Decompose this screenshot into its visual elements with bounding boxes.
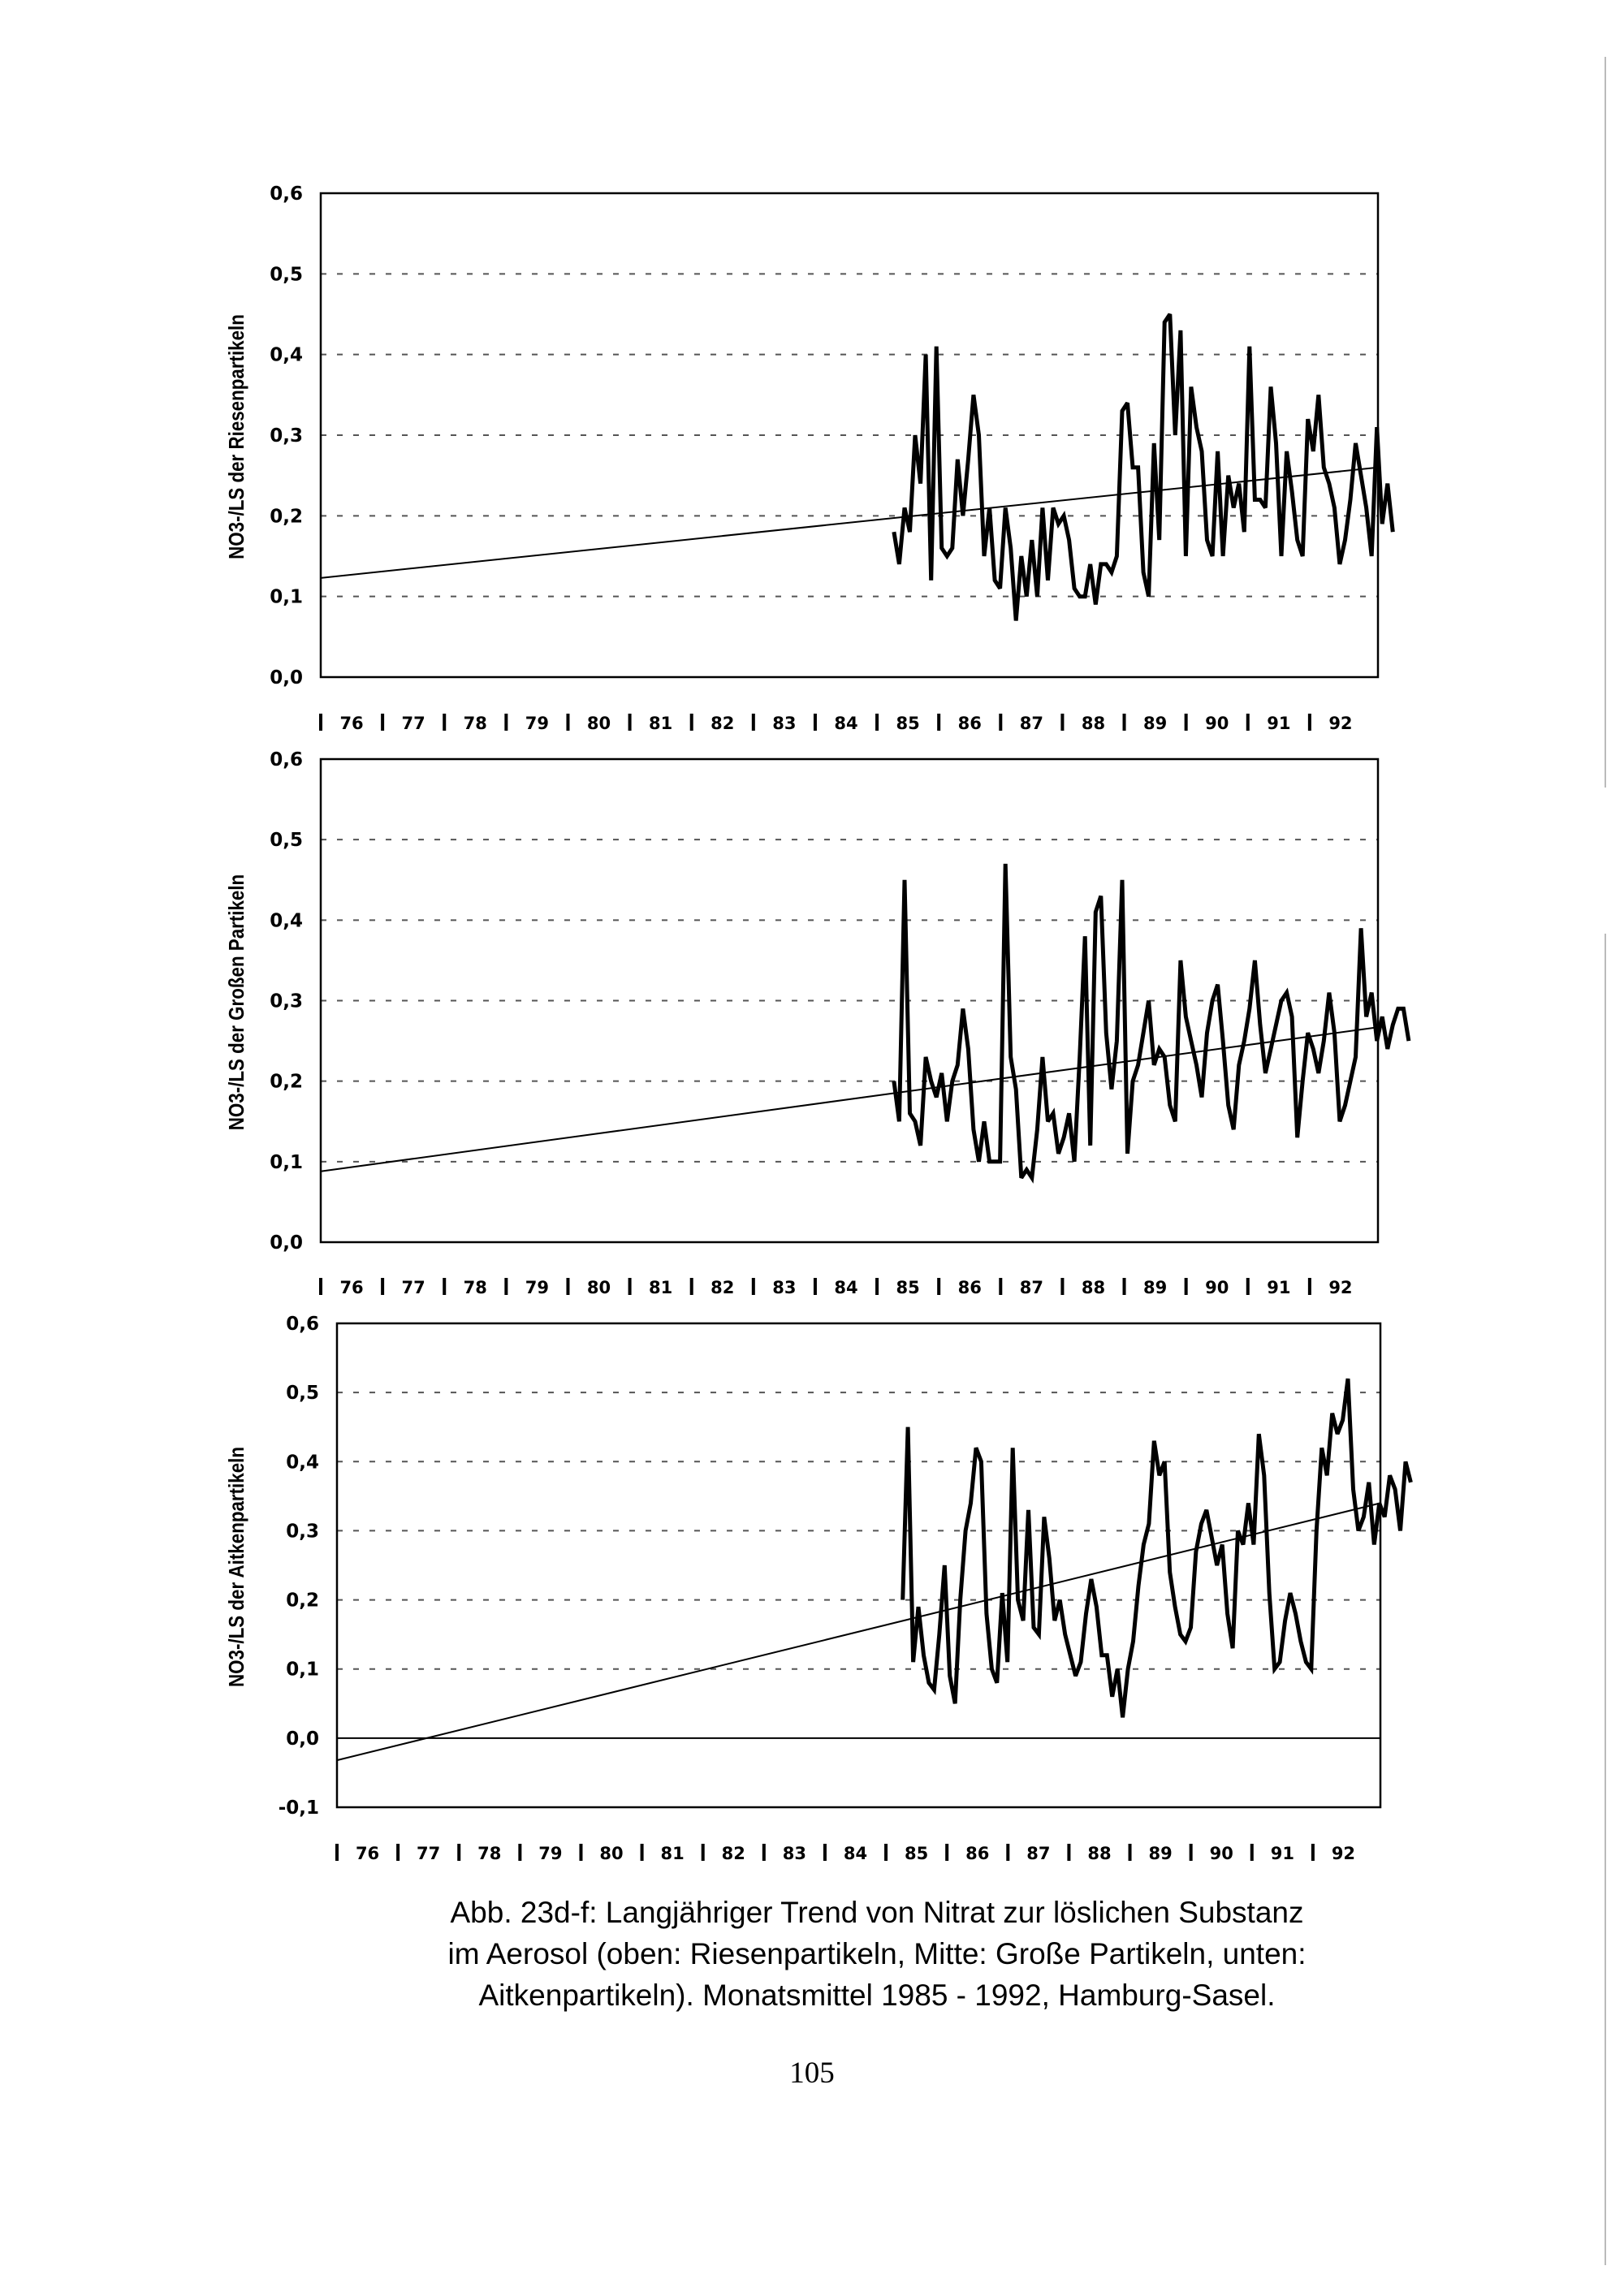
y-tick-label: -0,1 [278, 1798, 319, 1819]
x-tick-mark [1308, 1278, 1311, 1295]
x-tick-label: 78 [477, 1844, 502, 1863]
x-tick-mark [690, 1278, 693, 1295]
x-tick-label: 76 [355, 1844, 380, 1863]
x-tick-label: 88 [1081, 714, 1106, 733]
x-tick-mark [1246, 714, 1250, 731]
x-tick-mark [814, 1278, 817, 1295]
y-tick-label: 0,1 [270, 586, 303, 608]
x-tick-mark [884, 1844, 888, 1861]
x-tick-label: 84 [843, 1844, 868, 1863]
x-tick-mark [690, 714, 693, 731]
x-tick-mark [1067, 1844, 1070, 1861]
x-tick-mark [1311, 1844, 1315, 1861]
x-tick-mark [702, 1844, 705, 1861]
x-tick-label: 90 [1205, 1278, 1229, 1297]
monthly-mean-line [903, 1379, 1411, 1717]
y-tick-label: 0,6 [286, 1314, 319, 1335]
x-tick-label: 81 [649, 1278, 673, 1297]
x-tick-label: 83 [782, 1844, 806, 1863]
x-tick-label: 89 [1148, 1844, 1173, 1863]
x-tick-mark [1308, 714, 1311, 731]
x-tick-label: 81 [660, 1844, 685, 1863]
figure-caption [309, 1892, 1445, 2016]
x-tick-label: 77 [401, 714, 425, 733]
x-tick-label: 90 [1209, 1844, 1233, 1863]
x-tick-label: 77 [417, 1844, 441, 1863]
trend-line [337, 1503, 1380, 1760]
x-tick-label: 91 [1267, 1278, 1291, 1297]
x-tick-mark [752, 1278, 755, 1295]
x-tick-mark [1060, 1278, 1064, 1295]
x-tick-mark [457, 1844, 460, 1861]
monthly-mean-line [894, 314, 1393, 621]
x-tick-mark [999, 1278, 1002, 1295]
x-tick-mark [1006, 1844, 1009, 1861]
x-tick-label: 82 [710, 1278, 735, 1297]
x-tick-mark [319, 714, 322, 731]
x-tick-label: 91 [1267, 714, 1291, 733]
x-tick-mark [396, 1844, 400, 1861]
x-tick-label: 84 [834, 1278, 858, 1297]
y-axis-label: NO3-/LS der Riesenpartikeln [225, 314, 249, 559]
y-tick-label: 0,4 [270, 344, 303, 366]
x-tick-mark [814, 714, 817, 731]
y-tick-label: 0,0 [270, 667, 303, 688]
x-tick-mark [641, 1844, 644, 1861]
y-tick-label: 0,5 [286, 1383, 319, 1405]
y-tick-label: 0,5 [270, 264, 303, 286]
x-tick-label: 86 [957, 1278, 982, 1297]
y-tick-label: 0,4 [286, 1452, 319, 1474]
x-tick-label: 77 [401, 1278, 425, 1297]
x-tick-mark [381, 1278, 384, 1295]
x-tick-mark [875, 1278, 879, 1295]
x-tick-mark [628, 1278, 632, 1295]
y-tick-label: 0,2 [270, 1071, 303, 1093]
x-tick-mark [1123, 714, 1126, 731]
x-tick-label: 86 [957, 714, 982, 733]
page-number: 105 [789, 2056, 835, 2090]
y-tick-label: 0,5 [270, 830, 303, 852]
x-tick-label: 80 [586, 1278, 611, 1297]
x-tick-mark [566, 1278, 569, 1295]
x-tick-mark [1185, 714, 1188, 731]
x-tick-label: 87 [1026, 1844, 1051, 1863]
x-tick-mark [335, 1844, 339, 1861]
x-tick-label: 89 [1142, 714, 1168, 733]
x-tick-mark [1129, 1844, 1132, 1861]
x-tick-mark [1250, 1844, 1254, 1861]
x-tick-mark [1123, 1278, 1126, 1295]
x-tick-label: 86 [965, 1844, 990, 1863]
x-tick-label: 87 [1019, 714, 1043, 733]
x-tick-mark [504, 1278, 508, 1295]
y-tick-label: 0,6 [270, 749, 303, 770]
x-tick-mark [752, 714, 755, 731]
scan-edge-line [1605, 934, 1606, 2265]
caption-line-3: Aitkenpartikeln). Monatsmittel 1985 - 1992, Hamburg-Sasel. [478, 1979, 1276, 2012]
trend-line [321, 1027, 1378, 1172]
x-tick-mark [945, 1844, 948, 1861]
x-tick-label: 91 [1270, 1844, 1294, 1863]
x-tick-mark [579, 1844, 582, 1861]
x-tick-mark [999, 714, 1002, 731]
y-tick-label: 0,2 [286, 1590, 319, 1612]
x-tick-label: 87 [1019, 1278, 1043, 1297]
y-tick-label: 0,3 [270, 990, 303, 1012]
caption-line-2: im Aerosol (oben: Riesenpartikeln, Mitte: Große Partikeln, unten: [447, 1937, 1307, 1970]
x-tick-label: 82 [721, 1844, 745, 1863]
y-tick-label: 0,6 [270, 183, 303, 205]
x-tick-label: 90 [1205, 714, 1229, 733]
x-tick-mark [319, 1278, 322, 1295]
y-tick-label: 0,4 [270, 910, 303, 932]
x-tick-mark [566, 714, 569, 731]
x-tick-label: 76 [339, 714, 364, 733]
y-tick-label: 0,2 [270, 506, 303, 528]
x-tick-mark [628, 714, 632, 731]
x-tick-mark [937, 714, 940, 731]
x-tick-label: 78 [463, 714, 487, 733]
x-tick-mark [1185, 1278, 1188, 1295]
x-tick-mark [504, 714, 508, 731]
x-tick-label: 80 [599, 1844, 624, 1863]
y-tick-label: 0,0 [286, 1728, 319, 1750]
x-tick-label: 79 [525, 1278, 550, 1297]
x-tick-mark [443, 714, 446, 731]
x-tick-label: 88 [1087, 1844, 1112, 1863]
x-tick-label: 80 [586, 714, 611, 733]
x-tick-mark [1246, 1278, 1250, 1295]
x-tick-mark [443, 1278, 446, 1295]
x-tick-mark [1190, 1844, 1193, 1861]
x-tick-mark [762, 1844, 766, 1861]
x-tick-label: 76 [339, 1278, 364, 1297]
scan-edge-line [1605, 57, 1606, 788]
x-tick-label: 81 [649, 714, 673, 733]
y-tick-label: 0,1 [270, 1151, 303, 1173]
x-tick-mark [823, 1844, 827, 1861]
y-tick-label: 0,0 [270, 1232, 303, 1254]
y-tick-label: 0,3 [270, 425, 303, 447]
x-tick-mark [1060, 714, 1064, 731]
x-tick-label: 79 [525, 714, 550, 733]
x-tick-label: 83 [772, 714, 797, 733]
caption-line-1: Abb. 23d-f: Langjähriger Trend von Nitrat zur löslichen Substanz [450, 1896, 1304, 1929]
x-tick-label: 85 [905, 1844, 929, 1863]
x-tick-label: 84 [834, 714, 858, 733]
x-tick-mark [937, 1278, 940, 1295]
x-tick-label: 92 [1328, 1278, 1353, 1297]
x-tick-label: 83 [772, 1278, 797, 1297]
x-tick-label: 88 [1081, 1278, 1106, 1297]
y-tick-label: 0,1 [286, 1659, 319, 1681]
x-tick-label: 92 [1331, 1844, 1356, 1863]
x-tick-label: 78 [463, 1278, 487, 1297]
x-tick-label: 85 [896, 1278, 920, 1297]
y-tick-label: 0,3 [286, 1521, 319, 1543]
x-tick-mark [381, 714, 384, 731]
x-tick-mark [875, 714, 879, 731]
y-axis-label: NO3-/LS der Aitkenpartikeln [225, 1447, 249, 1687]
y-axis-label: NO3-/LS der Großen Partikeln [225, 874, 249, 1131]
x-tick-label: 89 [1142, 1278, 1168, 1297]
x-tick-label: 79 [538, 1844, 563, 1863]
x-tick-label: 82 [710, 714, 735, 733]
x-tick-mark [518, 1844, 521, 1861]
monthly-mean-line [894, 864, 1409, 1178]
x-tick-label: 92 [1328, 714, 1353, 733]
x-tick-label: 85 [896, 714, 920, 733]
